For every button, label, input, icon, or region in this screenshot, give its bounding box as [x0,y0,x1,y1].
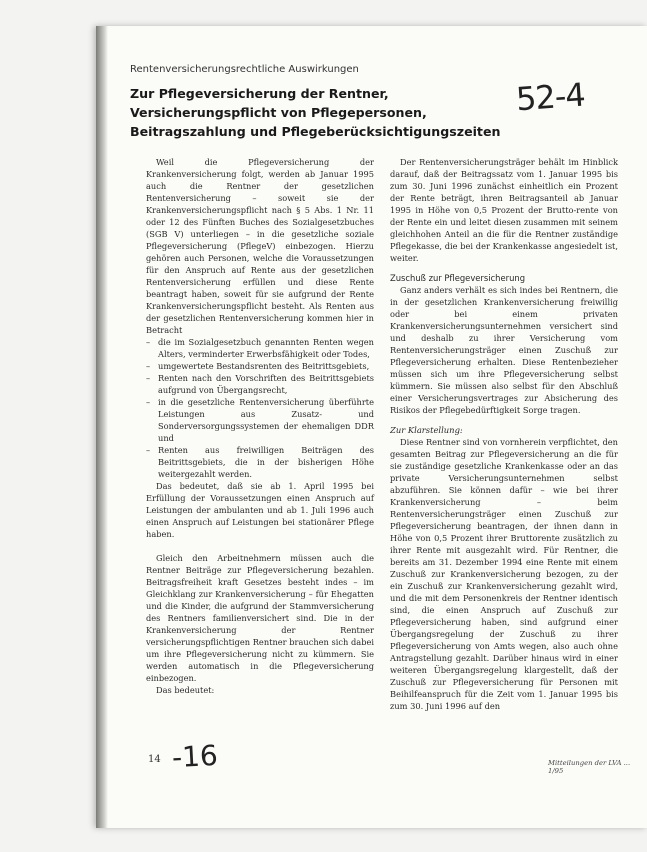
book-spine-shadow [96,26,108,828]
title-line-2: Versicherungspflicht von Pflegepersonen, [130,105,427,120]
left-column [146,156,374,696]
list-item: – umgewertete Bestandsrenten des Beitrittsgebiets, [146,360,374,372]
rent-types-list [146,336,374,480]
list-item: – Renten nach den Vorschriften des Beitrittsgebiets aufgrund von Übergangsrecht, [146,372,374,396]
subheading: Zur Klarstellung: [390,425,463,435]
footer-source: Mitteilungen der LVA ... 1/95 [548,759,631,775]
paragraph: Das bedeutet, daß sie ab 1. April 1995 bei Erfüllung der Voraussetzungen einen Anspruch auf Leistungen der ambulanten und ab 1. Juli 1996 auch einen Anspruch auf Leistungen bei stationärer Pflege haben. [146,481,374,539]
paragraph: Weil die Pflegeversicherung der Krankenversicherung folgt, werden ab Januar 1995 auch die Rentner der gesetzlichen Rentenversicherung – soweit sie der Krankenversicherungspflicht nach § 5 Abs. 1 Nr. 11 oder 12 des Fünften Buches des Sozialgesetzbuches (SGB V) unterliegen – in die gesetzliche soziale Pflegeversicherung (PflegeV) einbezogen. Hierzu gehören auch Personen, welche die Voraussetzungen für den Anspruch auf Rente aus der gesetzlichen Rentenversicherung erfüllen und diese Rente beantragt haben, soweit für sie aufgrund der Rente Krankenversicherungspflicht besteht. Als Renten aus der gesetzlichen Rentenversicherung kommen hier in Betracht [146,157,374,335]
paragraph: Das bedeutet: [156,685,215,695]
paragraph: Gleich den Arbeitnehmern müssen auch die Rentner Beiträge zur Pflegeversicherung bezahlen. Beitragsfreiheit kraft Gesetzes besteht indes – im Gleichklang zur Krankenversicherung – für Ehegatten und die Kinder, die aufgrund der Stammversicherung des Rentners familienversichert sind. Die in der Krankenversicherung der Rentner versicherungspflichtigen Rentner brauchen sich dabei um ihre Pflegeversicherung nicht zu kümmern. Sie werden automatisch in die Pflegeversicherung einbezogen. [146,553,374,683]
list-item: – die im Sozialgesetzbuch genannten Renten wegen Alters, verminderter Erwerbsfähigkeit oder Todes, [146,336,374,360]
right-column [390,156,618,712]
title-line-1: Zur Pflegeversicherung der Rentner, [130,86,389,101]
paragraph: Ganz anders verhält es sich indes bei Rentnern, die in der gesetzlichen Krankenversicherung freiwillig oder bei einem privaten Krankenversicherungsunternehmen versichert sind und deshalb zu ihrer Versicherung vom Rentenversicherungsträger einen Zuschuß zur Pflegeversicherung erhalten. Diese Rentenbezieher müssen sich um ihre Pflegeversicherung selbst kümmern. Sie müssen also selbst für den Abschluß einer Versicherungsvertrages zur Absicherung des Risikos der Pflegebedürftigkeit Sorge tragen. [390,285,618,415]
paragraph: Der Rentenversicherungsträger behält im Hinblick darauf, daß der Beitragssatz vom 1. Januar 1995 bis zum 30. Juni 1996 zunächst einheitlich ein Prozent der Rente beträgt, ihren Beitragsanteil ab Januar 1995 in Höhe von 0,5 Prozent der Brutto-rente von der Rente ein und leitet diesen zusammen mit seinem gleichhohen Anteil an die für die Rentner zuständige Pflegekasse, die bei der Krankenkasse angesiedelt ist, weiter. [390,157,618,263]
list-item: – in die gesetzliche Rentenversicherung überführte Leistungen aus Zusatz- und Sonderversorgungssystemen der ehemaligen DDR und [146,396,374,444]
title-line-3: Beitragszahlung und Pflegeberücksichtigungszeiten [130,124,501,139]
list-item: – Renten aus freiwilligen Beiträgen des Beitrittsgebiets, die in der bisherigen Höhe weitergezahlt werden. [146,444,374,480]
document-page [96,26,647,828]
handwritten-annotation-bottom: -16 [171,738,219,775]
article-title [130,84,550,141]
handwritten-annotation-top: 52-4 [514,75,586,119]
paragraph: Diese Rentner sind von vornherein verpflichtet, den gesamten Beitrag zur Pflegeversicherung an die für sie zuständige gesetzliche Krankenkasse oder an das private Versicherungsunternehmen selbst abzuführen. Sie können dafür – wie bei ihrer Krankenversicherung – beim Rentenversicherungsträger einen Zuschuß zur Pflegeversicherung beantragen, der ihnen dann in Höhe von 0,5 Prozent ihrer Bruttorente zusätzlich zu ihrer Rente mit ausgezahlt wird. Für Rentner, die bereits am 31. Dezember 1994 eine Rente mit einem Zuschuß zur Krankenversicherung bezogen, zu der ein Zuschuß zur Krankenversicherung gezahlt wird, und die mit dem Personenkreis der Rentner identisch sind, die einen Anspruch auf Zuschuß zur Pflegeversicherung haben, sind aufgrund einer Übergangsregelung der Zuschuß zu ihrer Pflegeversicherung von Amts wegen, also auch ohne Antragstellung gezahlt. Darüber hinaus wird in einer weiteren Übergangsregelung klargestellt, daß der Zuschuß zur Pflegeversicherung für Personen mit Beihilfeanspruch für die Zeit vom 1. Januar 1995 bis zum 30. Juni 1996 auf den [390,437,618,711]
page-number: 14 [148,754,161,765]
section-label: Rentenversicherungsrechtliche Auswirkungen [130,64,359,75]
subheading: Zuschuß zur Pflegeversicherung [390,273,526,283]
